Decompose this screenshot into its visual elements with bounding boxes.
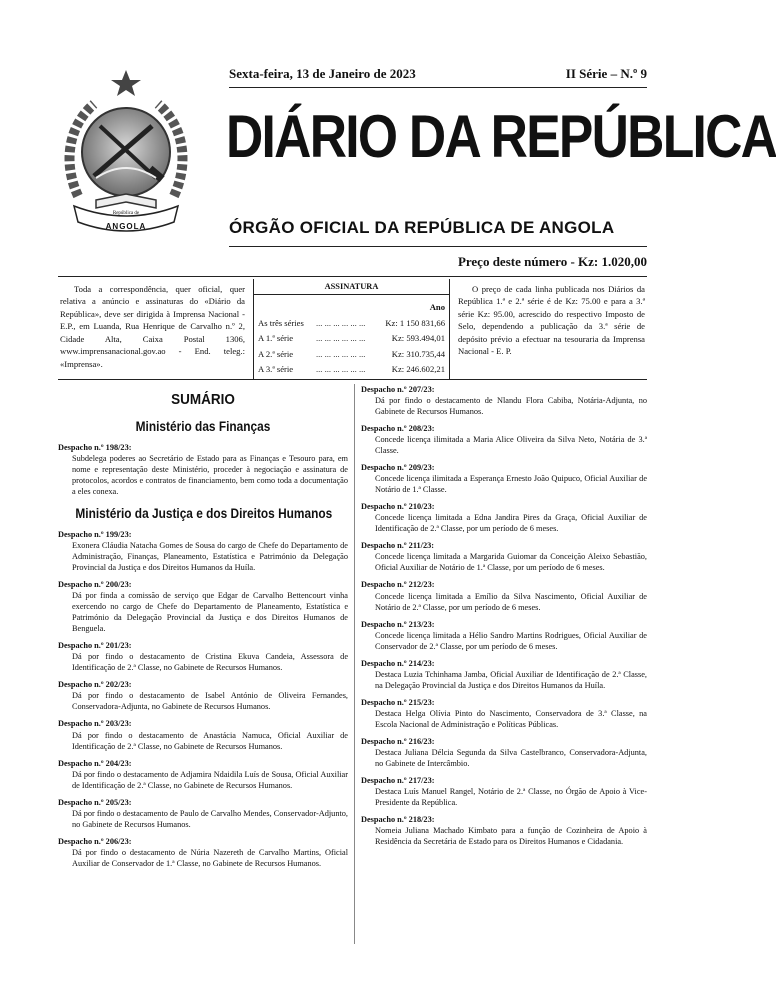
despacho-title: Despacho n.º 206/23: bbox=[58, 836, 132, 846]
despacho-description: Concede licença limitada a Edna Jandira Pires da Graça, Oficial Auxiliar de Identificação de 2.ª Classe, por um período de 6 meses. bbox=[375, 513, 647, 534]
despacho-description: Exonera Cláudia Natacha Gomes de Sousa do cargo de Chefe do Departamento de Administração, Finanças, Planeamento, Estatística e Património da Delegação Provincial da Justiça e dos Direitos Humanos da Huíla. bbox=[72, 541, 348, 573]
summary-heading: SUMÁRIO bbox=[171, 391, 235, 408]
subscription-row-dots: ... ... ... ... ... ... bbox=[316, 333, 366, 344]
despacho-entry bbox=[58, 529, 348, 573]
correspondence-note: Toda a correspondência, quer oficial, quer relativa a anúncio e assinaturas do «Diário da República», deve ser dirigida à Imprensa Nacional - E.P., em Luanda, Rua Henrique de Carvalho n.º 2, Cidade Alta, Caixa Postal 1306, www.imprensanacional.gov.ao - End. teleg.: «Imprensa». bbox=[60, 284, 245, 369]
despacho-description: Concede licença ilimitada a Maria Alice Oliveira da Silva Neto, Notária de 3.ª Classe. bbox=[375, 435, 647, 456]
despacho-entry bbox=[361, 579, 647, 612]
despacho-description: Dá por findo o destacamento de Núria Nazereth de Carvalho Martins, Oficial Auxiliar de Conservador de 1.ª Classe, no Gabinete de Recursos Humanos. bbox=[72, 847, 348, 868]
despacho-description: Dá por finda a comissão de serviço que Edgar de Carvalho Bettencourt vinha exercendo no cargo de Chefe do Departamento de Planeamento, Estatística e Património da Delegação Provincial da Justiça e dos Direitos Humanos de Benguela. bbox=[72, 591, 348, 634]
despacho-description: Dá por findo o destacamento de Nlandu Flora Cabiba, Notária-Adjunta, no Gabinete de Recursos Humanos. bbox=[375, 396, 647, 417]
despacho-title: Despacho n.º 216/23: bbox=[361, 736, 435, 746]
subscription-row bbox=[258, 332, 445, 344]
despacho-title: Despacho n.º 199/23: bbox=[58, 530, 132, 539]
subscription-row-amount: Kz: 1 150 831,66 bbox=[385, 317, 445, 328]
despacho-title: Despacho n.º 203/23: bbox=[58, 719, 132, 729]
header-rule bbox=[229, 87, 647, 88]
despacho-entry bbox=[58, 579, 348, 634]
subscription-row-dots: ... ... ... ... ... ... bbox=[316, 348, 366, 359]
despacho-description: Destaca Juliana Délcia Segunda da Silva Castelbranco, Conservadora-Adjunta, no Gabinete de Intercâmbio. bbox=[375, 747, 647, 768]
summary-right-column bbox=[361, 384, 647, 853]
despacho-entry bbox=[361, 540, 647, 573]
despacho-title: Despacho n.º 202/23: bbox=[58, 680, 132, 690]
despacho-title: Despacho n.º 217/23: bbox=[361, 775, 435, 785]
masthead-subtitle: ÓRGÃO OFICIAL DA REPÚBLICA DE ANGOLA bbox=[229, 218, 615, 237]
despacho-title: Despacho n.º 213/23: bbox=[361, 619, 435, 629]
despacho-title: Despacho n.º 218/23: bbox=[361, 815, 435, 825]
despacho-entry bbox=[361, 423, 647, 456]
ministry-justice-heading: Ministério da Justiça e dos Direitos Humanos bbox=[75, 506, 333, 522]
despacho-title: Despacho n.º 215/23: bbox=[361, 697, 435, 707]
despacho-title: Despacho n.º 204/23: bbox=[58, 758, 132, 768]
despacho-entry bbox=[58, 718, 348, 751]
despacho-description: Dá por findo o destacamento de Cristina Ekuva Candeia, Assessora de Identificação de 2.ª Classe, no Gabinete de Recursos Humanos. bbox=[72, 652, 348, 673]
despacho-title: Despacho n.º 205/23: bbox=[58, 797, 132, 807]
despacho-entry bbox=[58, 797, 348, 830]
column-divider bbox=[354, 384, 355, 944]
despacho-entry bbox=[361, 658, 647, 691]
despacho-description: Destaca Luís Manuel Rangel, Notário de 2.ª Classe, no Órgão de Apoio à Vice-Presidente da República. bbox=[375, 786, 647, 807]
despacho-entry bbox=[58, 679, 348, 712]
despacho-title: Despacho n.º 200/23: bbox=[58, 580, 132, 590]
subscription-row-label: As três séries bbox=[258, 317, 304, 328]
despacho-entry bbox=[58, 640, 348, 673]
despacho-entry bbox=[361, 462, 647, 495]
despacho-title: Despacho n.º 201/23: bbox=[58, 641, 132, 651]
issue-date: Sexta-feira, 13 de Janeiro de 2023 bbox=[229, 66, 416, 81]
despacho-title: Despacho n.º 214/23: bbox=[361, 658, 435, 668]
despacho-description: Concede licença limitada a Hélio Sandro Martins Rodrigues, Oficial Auxiliar de Conservador de 2.ª Classe, por um período de 6 meses. bbox=[375, 630, 647, 651]
subscription-row-amount: Kz: 593.494,01 bbox=[391, 333, 445, 344]
issue-price: Preço deste número - Kz: 1.020,00 bbox=[457, 254, 647, 269]
despacho-entry bbox=[361, 384, 647, 417]
despacho-description: Destaca Luzia Tchinhama Jamba, Oficial Auxiliar de Identificação de 2.ª Classe, na Delegação Provincial da Justiça e dos Direitos Humanos da Huíla. bbox=[375, 669, 647, 690]
despacho-entry bbox=[361, 775, 647, 808]
subscription-title: ASSINATURA bbox=[254, 281, 449, 295]
despacho-description: Nomeia Juliana Machado Kimbato para a função de Cozinheira de Apoio à Residência da Secretária de Estado para os Direitos Humanos e Cidadania. bbox=[375, 826, 647, 847]
subscription-row-dots: ... ... ... ... ... ... bbox=[316, 317, 366, 328]
despacho-description: Dá por findo o destacamento de Anastácia Namuca, Oficial Auxiliar de Identificação de 2.ª Classe, no Gabinete de Recursos Humanos. bbox=[72, 730, 348, 751]
despacho-title: Despacho n.º 211/23: bbox=[361, 541, 435, 551]
price-rule bbox=[58, 276, 647, 277]
subscription-year-label: Ano bbox=[429, 302, 445, 313]
subscription-row bbox=[258, 363, 445, 375]
despacho-entry bbox=[361, 736, 647, 769]
despacho-description: Dá por findo o destacamento de Isabel António de Oliveira Fernandes, Conservadora-Adjunta, no Gabinete de Recursos Humanos. bbox=[72, 691, 348, 712]
subscription-row-dots: ... ... ... ... ... ... bbox=[316, 364, 366, 374]
masthead-title: DIÁRIO DA REPÚBLICA bbox=[226, 103, 776, 170]
despacho-entry bbox=[58, 758, 348, 791]
despacho-description: Destaca Helga Olívia Pinto do Nascimento, Conservadora de 3.ª Classe, na Escola Nacional de Administração e Políticas Públicas. bbox=[375, 708, 647, 729]
despacho-description: Concede licença limitada a Emílio da Silva Nascimento, Oficial Auxiliar de Notário de 2.ª Classe, por um período de 6 meses. bbox=[375, 591, 647, 612]
despacho-entry bbox=[361, 814, 647, 847]
subscription-row-label: A 2.ª série bbox=[258, 348, 294, 359]
despacho-title: Despacho n.º 210/23: bbox=[361, 502, 435, 512]
despacho-entry bbox=[361, 501, 647, 534]
angola-coat-of-arms-icon bbox=[56, 66, 196, 246]
summary-left-column bbox=[58, 384, 348, 875]
despacho-entry bbox=[361, 619, 647, 652]
subscription-row bbox=[258, 317, 445, 329]
subscription-row bbox=[258, 348, 445, 360]
despacho-title: Despacho n.º 198/23: bbox=[58, 442, 132, 452]
despacho-description: Dá por findo o destacamento de Paulo de Carvalho Mendes, Conservador-Adjunto, no Gabinete de Recursos Humanos. bbox=[72, 808, 348, 829]
despacho-description: Dá por findo o destacamento de Adjamira Ndaidila Luís de Sousa, Oficial Auxiliar de Identificação de 2.ª Classe, no Gabinete de Recursos Humanos. bbox=[72, 769, 348, 790]
subscription-row-label: A 1.ª série bbox=[258, 333, 294, 344]
despacho-description: Subdelega poderes ao Secretário de Estado para as Finanças e Tesouro para, em nome e representação deste Ministério, proceder à negociação e assinatura de protocolos, acordos e contratos de financiamento, bem como toda a documentação a eles conexa. bbox=[72, 453, 348, 497]
subscription-row-label: A 3.ª série bbox=[258, 364, 294, 374]
subscription-row-amount: Kz: 310.735,44 bbox=[391, 348, 445, 359]
subscription-table bbox=[253, 279, 450, 379]
pricing-note: O preço de cada linha publicada nos Diários da República 1.ª e 2.ª série é de Kz: 75.00 e para a 3.ª série Kz: 95.00, acrescido do respectivo Imposto de Selo, dependendo a publicação da 3.ª série de depósito prévio a efectuar na tesouraria da Imprensa Nacional - E. P. bbox=[458, 284, 645, 357]
ministry-finance-heading: Ministério das Finanças bbox=[135, 418, 271, 434]
emblem-country-label: ANGOLA bbox=[105, 222, 147, 231]
issue-series: II Série – N.º 9 bbox=[565, 66, 647, 81]
despacho-entry bbox=[58, 442, 348, 497]
emblem-small-text: República de bbox=[112, 211, 140, 216]
subtitle-rule bbox=[229, 246, 647, 247]
despacho-description: Concede licença ilimitada a Esperança Ernesto João Quipuco, Oficial Auxiliar de Notário de 1.ª Classe. bbox=[375, 474, 647, 495]
despacho-title: Despacho n.º 212/23: bbox=[361, 580, 435, 590]
despacho-title: Despacho n.º 207/23: bbox=[361, 385, 435, 394]
despacho-entry bbox=[361, 697, 647, 730]
despacho-description: Concede licença limitada a Margarida Guiomar da Conceição Aleixo Sebastião, Oficial Auxiliar de Notário de 1.ª Classe, por um período de 6 meses. bbox=[375, 552, 647, 573]
subscription-row-amount: Kz: 246.602,21 bbox=[391, 364, 445, 374]
info-band bbox=[58, 279, 647, 379]
despacho-title: Despacho n.º 208/23: bbox=[361, 424, 435, 434]
band-rule bbox=[58, 379, 647, 380]
despacho-title: Despacho n.º 209/23: bbox=[361, 463, 435, 473]
despacho-entry bbox=[58, 836, 348, 869]
